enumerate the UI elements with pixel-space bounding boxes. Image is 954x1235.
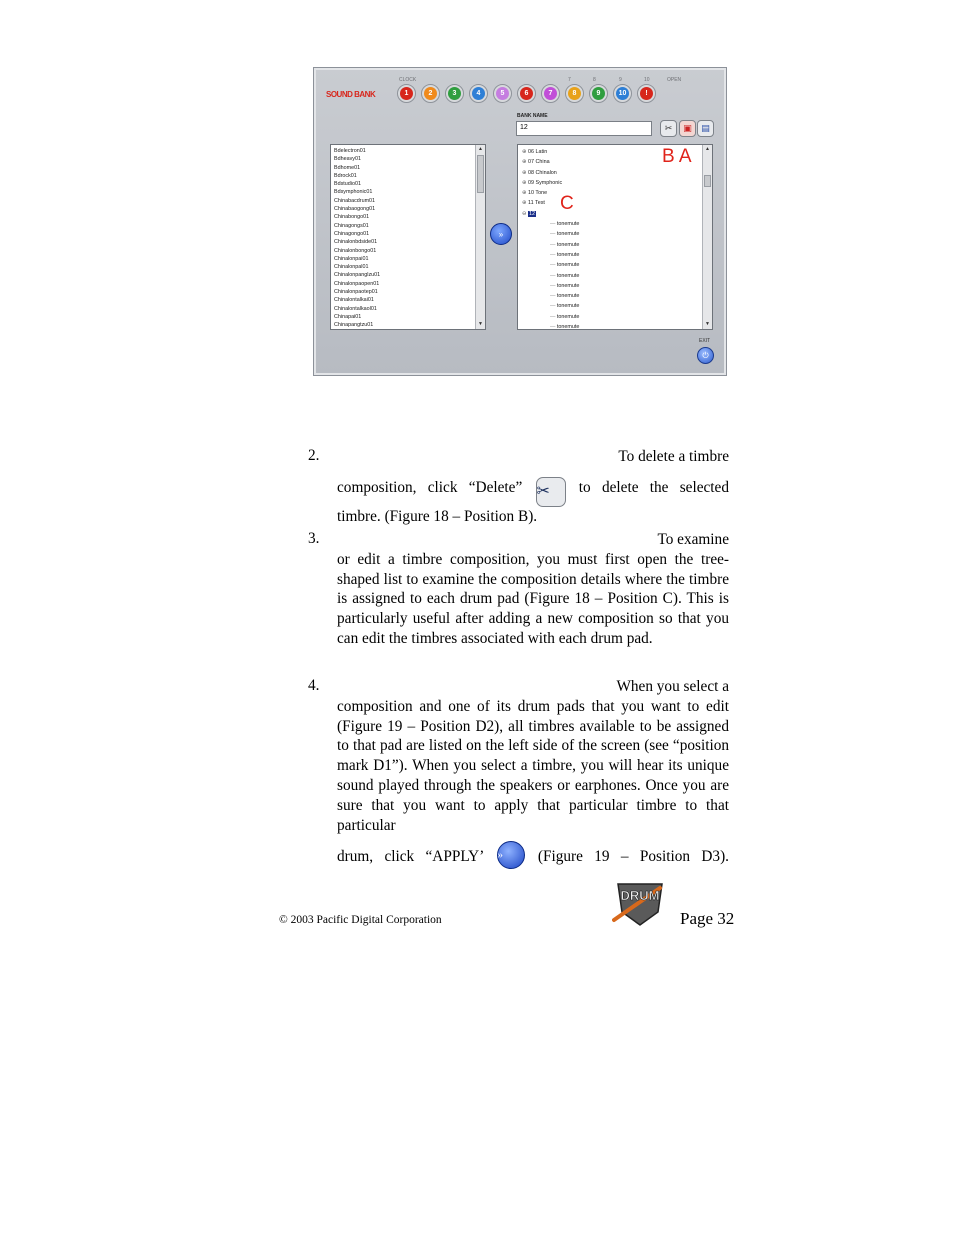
step-4-body: composition and one of its drum pads that you want to edit (Figure 19 – Position D2), all timbres available to be assigned to that pad are listed on the left side of the screen (see “position mark D1”). When you select a timbre, you will hear its unique sound played through the speakers or earphones. Once you are sure that you want to apply that particular timbre to that particular	[337, 697, 729, 834]
pad-button-5[interactable]	[493, 84, 512, 103]
tree-node-selected[interactable]: ⊖ 12	[522, 210, 536, 217]
pad-glyph: 7	[544, 87, 557, 100]
scissors-icon: ✂	[664, 123, 673, 133]
tree-scroll-down-icon[interactable]: ▼	[705, 321, 710, 327]
apply-icon: »	[497, 841, 525, 869]
pad-button-4[interactable]	[469, 84, 488, 103]
tree-scroll-thumb[interactable]	[704, 175, 711, 187]
tree-leaf[interactable]: — tonemute	[522, 240, 579, 250]
tree-selected-label: 12	[529, 210, 536, 217]
apply-button[interactable]	[490, 223, 512, 245]
app-title: SOUND BANK	[326, 90, 376, 99]
timbre-list-scrollbar[interactable]	[475, 145, 485, 329]
pad-glyph: 6	[520, 87, 533, 100]
pad-button-11[interactable]	[637, 84, 656, 103]
scroll-down-icon[interactable]: ▼	[478, 321, 483, 327]
tree-leaf[interactable]: — tonemute	[522, 260, 579, 270]
step-2-lead: To delete a timbre	[618, 448, 729, 465]
tree-leaf[interactable]: — tonemute	[522, 250, 579, 260]
position-mark-ba: B A	[662, 146, 692, 167]
list-item[interactable]: Chinalonbongo01	[334, 247, 377, 254]
new-button[interactable]	[679, 120, 696, 137]
bank-name-label: BANK NAME	[517, 113, 548, 119]
pad-glyph: 4	[472, 87, 485, 100]
pad-glyph: 8	[568, 87, 581, 100]
list-item[interactable]: Chinalontalkai01	[334, 297, 374, 304]
list-item[interactable]: Bdheavy01	[334, 156, 361, 163]
list-item[interactable]: Chinalonpanglzu01	[334, 272, 381, 279]
top-label-10: 10	[644, 77, 650, 83]
save-button[interactable]	[697, 120, 714, 137]
sound-bank-screenshot	[313, 67, 727, 376]
list-item[interactable]: Chinabacdrum01	[334, 197, 376, 204]
step-4-last-before: drum, click “APPLY’	[337, 848, 484, 866]
step-3-text	[337, 530, 729, 649]
list-item[interactable]: Bdelectron01	[334, 148, 366, 154]
pad-glyph: 3	[448, 87, 461, 100]
pad-button-6[interactable]	[517, 84, 536, 103]
disk-icon: ▤	[701, 123, 710, 133]
list-item[interactable]: Chinabongo01	[334, 214, 370, 221]
pad-button-9[interactable]	[589, 84, 608, 103]
pad-glyph: 1	[400, 87, 413, 100]
tree-leaf[interactable]: — tonemute	[522, 291, 579, 301]
pad-glyph: !	[640, 87, 653, 100]
list-item[interactable]: Bdhome01	[334, 164, 361, 171]
list-item[interactable]: Chinalonpaopen01	[334, 280, 380, 287]
pad-glyph: 5	[496, 87, 509, 100]
timbre-list[interactable]	[330, 144, 486, 330]
list-item[interactable]: Chinagongo01	[334, 230, 370, 237]
delete-button[interactable]	[660, 120, 677, 137]
tree-node[interactable]: ⊕ 09 Symphonic	[522, 178, 579, 188]
tree-leaf[interactable]: — tonemute	[522, 312, 579, 322]
pad-button-8[interactable]	[565, 84, 584, 103]
tree-node[interactable]: ⊕ 08 Chinalon	[522, 168, 579, 178]
tree-leaf[interactable]: — tonemute	[522, 219, 579, 229]
scroll-up-icon[interactable]: ▲	[478, 146, 483, 152]
list-item[interactable]: Chinapangtzu01	[334, 322, 374, 329]
step-2-number: 2.	[308, 447, 320, 464]
exit-label: EXIT	[699, 338, 711, 344]
pad-glyph: 9	[592, 87, 605, 100]
tree-node[interactable]: ⊕ 11 Test	[522, 198, 579, 208]
tree-node[interactable]: ⊕ 06 Latin	[522, 147, 579, 157]
pad-button-1[interactable]	[397, 84, 416, 103]
list-item[interactable]: Chinalonbdside01	[334, 239, 378, 246]
list-item[interactable]: Bdstudio01	[334, 181, 361, 188]
tree-scrollbar[interactable]	[702, 145, 712, 329]
composition-tree-items	[522, 147, 579, 330]
top-label-9: 9	[619, 77, 622, 83]
position-mark-c: C	[560, 193, 574, 214]
pad-buttons	[397, 84, 656, 103]
list-item[interactable]: Chinalonpai01	[334, 255, 369, 262]
tree-leaf[interactable]: — tonemute	[522, 301, 579, 311]
timbre-list-items	[334, 147, 380, 330]
tree-node[interactable]: ⊕ 10 Tone	[522, 188, 579, 198]
list-item[interactable]: Bdsymphonic01	[334, 189, 373, 196]
bank-name-input[interactable]: 12	[516, 121, 652, 136]
step-4-number: 4.	[308, 677, 320, 694]
tree-leaf[interactable]: — tonemute	[522, 271, 579, 281]
step-3-number: 3.	[308, 530, 320, 547]
list-item[interactable]: Chinagongs01	[334, 222, 369, 229]
top-label-7: 7	[568, 77, 571, 83]
step-2-text	[337, 447, 729, 527]
tree-leaf[interactable]: — tonemute	[522, 281, 579, 291]
scissors-icon: ✂	[536, 477, 566, 507]
tree-leaf[interactable]: — tonemute	[522, 229, 579, 239]
page-icon: ▣	[683, 123, 692, 133]
copyright: © 2003 Pacific Digital Corporation	[279, 914, 442, 926]
step-4-text	[337, 677, 729, 869]
pad-button-2[interactable]	[421, 84, 440, 103]
list-item[interactable]: Chinabaogong01	[334, 206, 376, 213]
list-item[interactable]: Chinalonpaotep01	[334, 289, 378, 296]
top-label-open: OPEN	[667, 77, 682, 83]
step-4-lead: When you select a	[616, 678, 729, 695]
list-item[interactable]: Chinapai01	[334, 313, 362, 320]
logo-text: DRUM	[620, 888, 660, 903]
pad-button-10[interactable]	[613, 84, 632, 103]
step-3-body: or edit a timbre composition, you must first open the tree-shaped list to examine the composition details where the timbre is assigned to each drum pad (Figure 18 – Position C). This is particularly useful after adding a new composition so that you can edit the timbres associated with each drum pad.	[337, 550, 729, 647]
step-3-lead: To examine	[657, 531, 729, 548]
pad-button-7[interactable]	[541, 84, 560, 103]
list-item[interactable]: Chinalonpal01	[334, 264, 369, 271]
tree-scroll-up-icon[interactable]: ▲	[705, 146, 710, 152]
tree-leaf[interactable]: — tonemute	[522, 322, 579, 330]
tree-node[interactable]: ⊕ 07 China	[522, 157, 579, 167]
top-label-8: 8	[593, 77, 596, 83]
step-2-rest: timbre. (Figure 18 – Position B).	[337, 507, 538, 525]
top-label-clock: CLOCK	[399, 77, 417, 83]
exit-button[interactable]	[697, 347, 714, 364]
composition-tree[interactable]	[517, 144, 713, 330]
page-number: Page 32	[680, 909, 735, 928]
step-4-last-after: (Figure 19 – Position D3).	[537, 848, 729, 866]
drum-logo	[612, 880, 668, 927]
apply-icon: »	[498, 229, 504, 239]
scroll-thumb[interactable]	[477, 155, 484, 193]
pad-glyph: 10	[616, 87, 629, 100]
step-2-line1-before: composition, click “Delete”	[337, 478, 523, 496]
pad-button-3[interactable]	[445, 84, 464, 103]
pad-glyph: 2	[424, 87, 437, 100]
list-item[interactable]: Chinalontalkaol01	[334, 305, 377, 312]
step-2-line1-after: to delete the selected	[578, 478, 729, 496]
power-icon: ⏻	[702, 350, 709, 360]
list-item[interactable]: Bdrock01	[334, 172, 357, 179]
